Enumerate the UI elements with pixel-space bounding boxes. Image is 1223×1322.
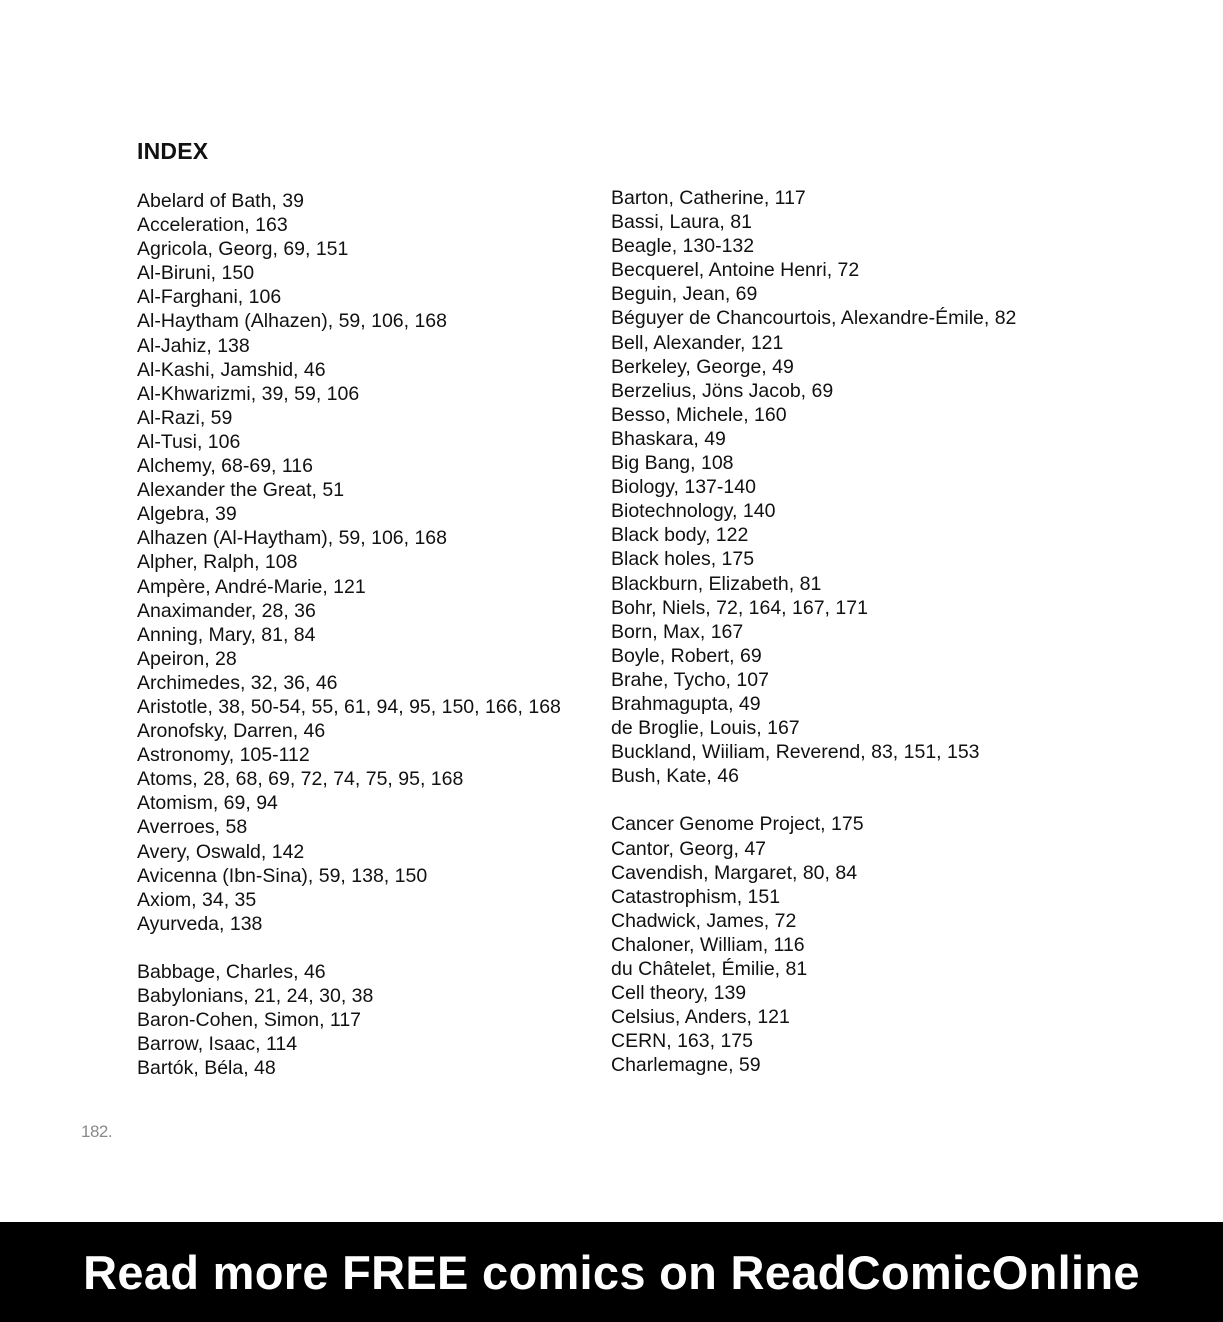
index-entry: Becquerel, Antoine Henri, 72 [611,259,860,282]
index-entry: Anning, Mary, 81, 84 [137,623,316,646]
index-entry: Alhazen (Al-Haytham), 59, 106, 168 [137,527,448,550]
index-entry: Biology, 137-140 [611,476,756,499]
index-entry: Barrow, Isaac, 114 [137,1033,298,1056]
index-entry: Beguin, Jean, 69 [611,283,758,306]
index-entry: Alchemy, 68-69, 116 [137,455,313,478]
index-entry: Avery, Oswald, 142 [137,840,305,863]
index-entry: Celsius, Anders, 121 [611,1006,790,1029]
index-entry: CERN, 163, 175 [611,1030,753,1053]
index-entry: Algebra, 39 [137,503,237,526]
index-entry: Al-Haytham (Alhazen), 59, 106, 168 [137,310,448,333]
index-entry: Babbage, Charles, 46 [137,961,326,983]
index-entry: Bassi, Laura, 81 [611,211,752,234]
index-entry: Brahe, Tycho, 107 [611,668,769,691]
index-column-right [611,186,1091,1077]
index-entry: Bush, Kate, 46 [611,765,739,788]
index-entry: Apeiron, 28 [137,647,237,670]
index-entry: Al-Biruni, 150 [137,262,255,285]
index-entry: de Broglie, Louis, 167 [611,717,800,740]
index-entry: Charlemagne, 59 [611,1054,761,1077]
index-entry: Babylonians, 21, 24, 30, 38 [137,985,374,1008]
index-entry: Berzelius, Jöns Jacob, 69 [611,379,834,402]
index-entry: Cancer Genome Project, 175 [611,813,864,836]
index-title: INDEX [137,138,209,164]
index-entry: Atoms, 28, 68, 69, 72, 74, 75, 95, 168 [137,768,464,791]
index-entry: Catastrophism, 151 [611,885,781,908]
index-entry: Al-Kashi, Jamshid, 46 [137,358,326,381]
index-entry: Atomism, 69, 94 [137,792,278,815]
index-entry: Biotechnology, 140 [611,500,776,523]
index-entry: Béguyer de Chancourtois, Alexandre-Émile, 82 [611,307,1017,330]
index-entry: Averroes, 58 [137,816,248,839]
index-entry: Big Bang, 108 [611,452,734,475]
index-column-left [137,189,597,1080]
index-entry: Cell theory, 139 [611,982,747,1005]
index-entry: Bohr, Niels, 72, 164, 167, 171 [611,596,868,619]
index-entry: Avicenna (Ibn-Sina), 59, 138, 150 [137,864,428,887]
index-entry: Bell, Alexander, 121 [611,331,784,354]
index-entry: Alexander the Great, 51 [137,479,345,502]
index-entry: Black body, 122 [611,524,749,547]
index-entry: Agricola, Georg, 69, 151 [137,238,349,261]
index-entry: Buckland, Wiiliam, Reverend, 83, 151, 153 [611,741,980,764]
index-entry: Aristotle, 38, 50-54, 55, 61, 94, 95, 150, 166, 168 [137,695,561,718]
promo-banner[interactable] [0,1222,1223,1322]
index-entry: Chadwick, James, 72 [611,909,797,932]
index-entry: Besso, Michele, 160 [611,403,787,426]
page-number: 182. [81,1122,113,1141]
index-entry: Al-Jahiz, 138 [137,334,250,357]
index-entry: Barton, Catherine, 117 [611,187,806,209]
promo-banner-text[interactable]: Read more FREE comics on ReadComicOnline [83,1245,1140,1299]
index-entry: Ampère, André-Marie, 121 [137,575,366,598]
index-entry: Astronomy, 105-112 [137,744,310,767]
index-entry: Al-Farghani, 106 [137,286,282,309]
index-entry: Brahmagupta, 49 [611,692,761,715]
index-entry: Al-Razi, 59 [137,406,233,429]
index-entry: Archimedes, 32, 36, 46 [137,671,338,694]
index-entry: Al-Tusi, 106 [137,430,241,453]
index-entry: Cavendish, Margaret, 80, 84 [611,861,858,884]
index-entry: Berkeley, George, 49 [611,355,794,378]
index-entry: Beagle, 130-132 [611,235,755,258]
index-entry: Acceleration, 163 [137,214,288,237]
index-entry: Aronofsky, Darren, 46 [137,720,326,743]
index-entry: Ayurveda, 138 [137,912,263,935]
index-entry: Alpher, Ralph, 108 [137,551,298,574]
index-entry: Abelard of Bath, 39 [137,190,304,212]
index-entry: Born, Max, 167 [611,620,744,643]
index-entry: Al-Khwarizmi, 39, 59, 106 [137,382,360,405]
index-entry: Blackburn, Elizabeth, 81 [611,572,822,595]
index-entry: Axiom, 34, 35 [137,888,257,911]
index-entry: Boyle, Robert, 69 [611,644,762,667]
index-entry: Bhaskara, 49 [611,427,726,450]
index-entry: Chaloner, William, 116 [611,933,805,956]
index-entry: du Châtelet, Émilie, 81 [611,958,808,980]
index-entry: Anaximander, 28, 36 [137,599,316,622]
index-entry: Bartók, Béla, 48 [137,1057,276,1080]
index-entry: Cantor, Georg, 47 [611,837,767,860]
index-entry: Black holes, 175 [611,548,755,571]
index-entry: Baron-Cohen, Simon, 117 [137,1009,362,1032]
